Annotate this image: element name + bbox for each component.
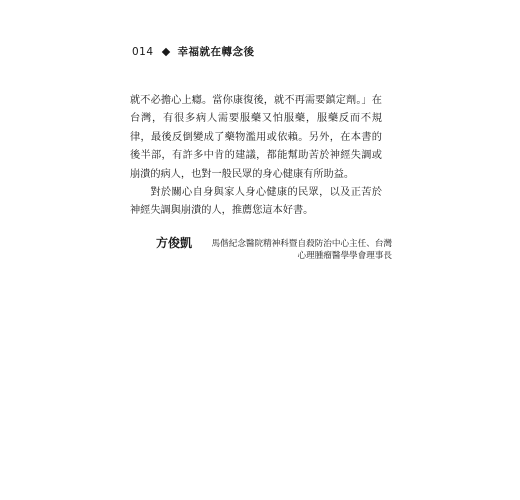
book-title: 幸福就在轉念後 xyxy=(177,46,255,58)
signer-name: 方俊凱 xyxy=(156,236,193,250)
signer-title: 馬偕紀念醫院精神科暨自殺防治中心主任、台灣心理腫瘤醫學學會理事長 xyxy=(211,239,393,261)
paragraph-continued: 就不必擔心上癮。當你康復後，就不再需要鎮定劑。」在台灣，有很多病人需要服藥又怕服藥，服藥反而不規律，最後反倒變成了藥物濫用或依賴。另外，在本書的後半部，有許多中肯的建議，都能幫助苦於神經失調或崩潰的病人，也對一般民眾的身心健康有所助益。 xyxy=(130,95,382,180)
diamond-bullet-icon xyxy=(161,47,169,55)
paragraph-recommendation: 對於關心自身與家人身心健康的民眾，以及正苦於神經失調與崩潰的人，推薦您這本好書。 xyxy=(130,187,382,217)
running-header xyxy=(132,44,255,59)
body-text xyxy=(130,92,382,221)
signature-block xyxy=(156,236,392,262)
page-number: 014 xyxy=(132,45,154,58)
